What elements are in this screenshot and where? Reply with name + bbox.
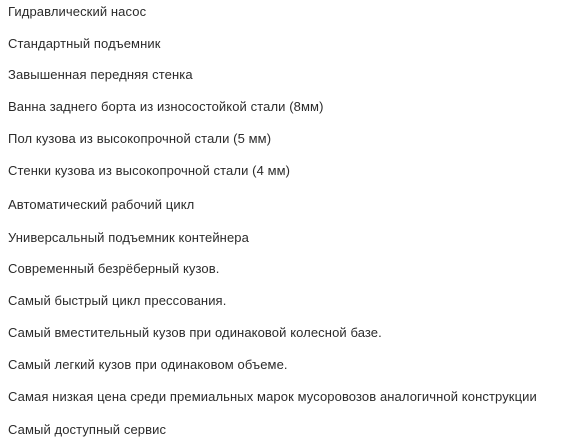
feature-item: Ванна заднего борта из износостойкой стали (8мм) bbox=[8, 99, 324, 114]
feature-item: Стенки кузова из высокопрочной стали (4 мм) bbox=[8, 163, 291, 178]
feature-item: Универсальный подъемник контейнера bbox=[8, 230, 249, 245]
feature-item: Современный безрёберный кузов. bbox=[8, 261, 220, 276]
feature-item: Автоматический рабочий цикл bbox=[8, 197, 195, 212]
feature-item: Завышенная передняя стенка bbox=[8, 67, 193, 82]
feature-item: Пол кузова из высокопрочной стали (5 мм) bbox=[8, 131, 272, 146]
feature-item: Стандартный подъемник bbox=[8, 36, 161, 51]
feature-item: Самый легкий кузов при одинаковом объеме. bbox=[8, 357, 288, 372]
feature-item: Самый вместительный кузов при одинаковой колесной базе. bbox=[8, 325, 382, 340]
feature-item: Самый быстрый цикл прессования. bbox=[8, 293, 227, 308]
feature-item: Самый доступный сервис bbox=[8, 422, 167, 437]
feature-item: Гидравлический насос bbox=[8, 4, 147, 19]
cut-off-line bbox=[0, 418, 568, 437]
feature-item: Самая низкая цена среди премиальных марок мусоровозов аналогичной конструкции bbox=[8, 389, 537, 404]
